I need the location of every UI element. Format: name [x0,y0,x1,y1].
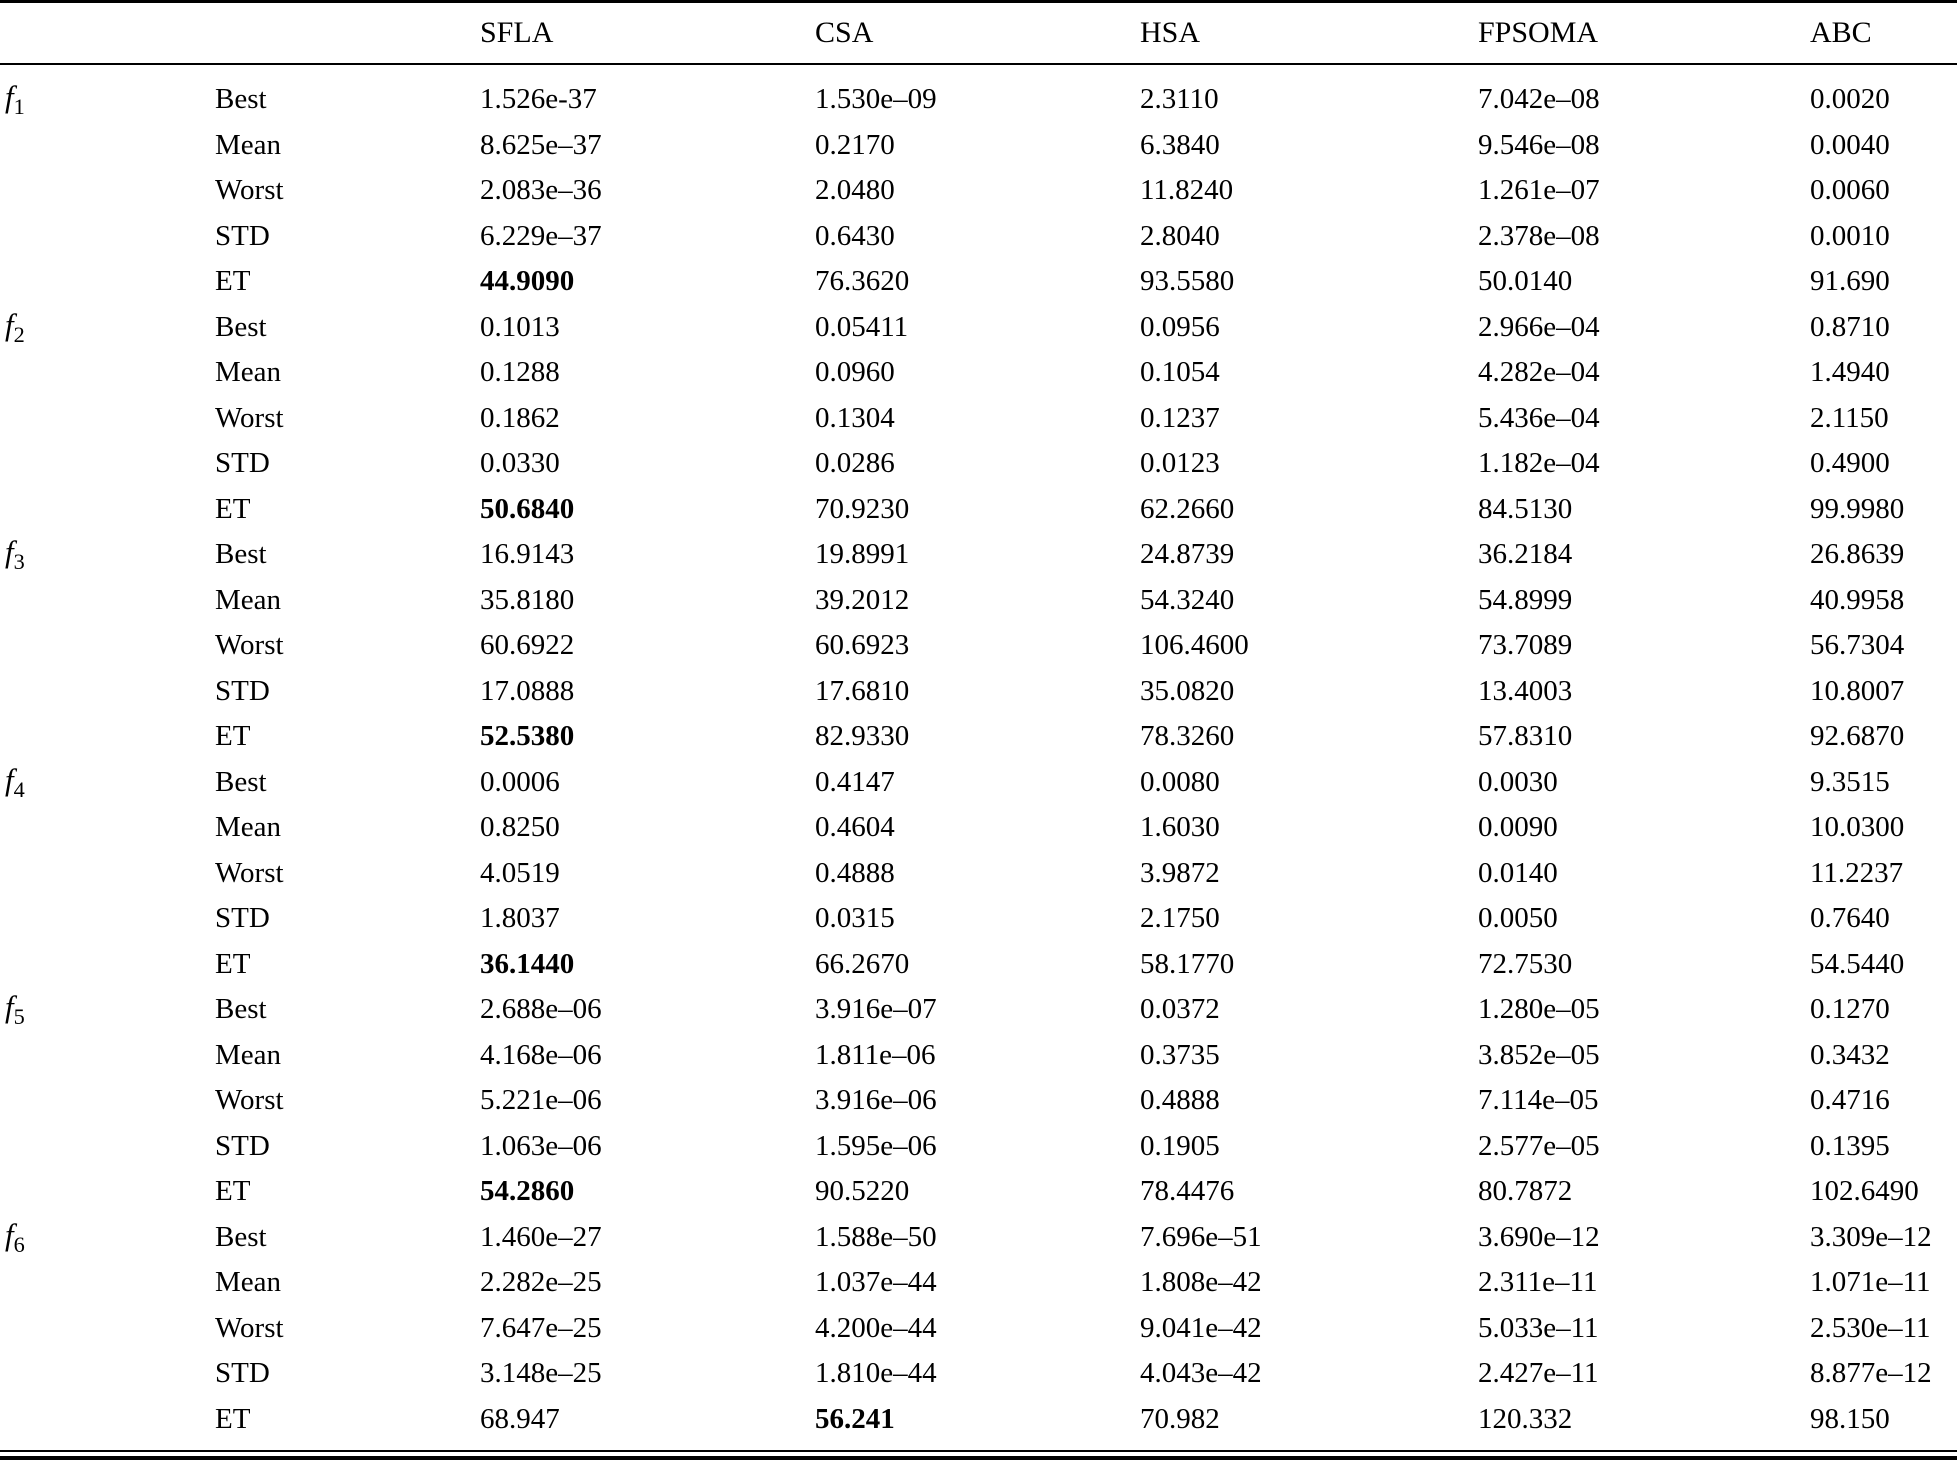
value-cell: 2.0480 [815,174,895,207]
metric-label: Worst [215,174,284,207]
value-cell: 2.688e–06 [480,993,602,1026]
value-cell: 58.1770 [1140,947,1235,980]
function-label: $f_2$ [5,306,25,347]
value-cell: 70.982 [1140,1402,1220,1435]
column-header-fpsoma: FPSOMA [1478,16,1599,49]
value-cell: 1.280e–05 [1478,993,1600,1026]
value-cell: 1.530e–09 [815,83,937,116]
value-cell: 0.3432 [1810,1038,1890,1071]
value-cell: 0.4888 [1140,1084,1220,1117]
value-cell: 36.1440 [480,947,575,980]
value-cell: 3.148e–25 [480,1357,602,1390]
table-row [0,851,1957,897]
value-cell: 11.2237 [1810,856,1904,889]
value-cell: 0.0020 [1810,83,1890,116]
metric-label: Best [215,993,267,1026]
value-cell: 7.042e–08 [1478,83,1600,116]
value-cell: 82.9330 [815,720,910,753]
value-cell: 3.690e–12 [1478,1220,1600,1253]
value-cell: 0.0040 [1810,128,1890,161]
value-cell: 0.1905 [1140,1129,1220,1162]
value-cell: 0.0956 [1140,310,1220,343]
value-cell: 0.4716 [1810,1084,1890,1117]
metric-label: STD [215,447,270,480]
value-cell: 2.282e–25 [480,1266,602,1299]
value-cell: 36.2184 [1478,538,1573,571]
value-cell: 0.0010 [1810,219,1890,252]
value-cell: 2.427e–11 [1478,1357,1599,1390]
value-cell: 56.7304 [1810,629,1905,662]
value-cell: 35.0820 [1140,674,1235,707]
value-cell: 54.3240 [1140,583,1235,616]
value-cell: 72.7530 [1478,947,1573,980]
value-cell: 50.0140 [1478,265,1573,298]
value-cell: 102.6490 [1810,1175,1919,1208]
value-cell: 7.114e–05 [1478,1084,1599,1117]
value-cell: 120.332 [1478,1402,1573,1435]
value-cell: 3.916e–07 [815,993,937,1026]
metric-label: ET [215,947,251,980]
metric-label: Worst [215,629,284,662]
function-label: $f_6$ [5,1216,25,1257]
value-cell: 1.261e–07 [1478,174,1600,207]
table-row [0,1351,1957,1397]
value-cell: 4.043e–42 [1140,1357,1262,1390]
value-cell: 9.3515 [1810,765,1890,798]
value-cell: 9.041e–42 [1140,1311,1262,1344]
value-cell: 5.436e–04 [1478,401,1600,434]
value-cell: 2.378e–08 [1478,219,1600,252]
value-cell: 70.9230 [815,492,910,525]
value-cell: 0.0050 [1478,902,1558,935]
value-cell: 1.588e–50 [815,1220,937,1253]
value-cell: 106.4600 [1140,629,1249,662]
value-cell: 0.0140 [1478,856,1558,889]
metric-label: Best [215,765,267,798]
value-cell: 1.071e–11 [1810,1266,1931,1299]
metric-label: Mean [215,583,282,616]
value-cell: 0.0960 [815,356,895,389]
value-cell: 3.9872 [1140,856,1220,889]
value-cell: 44.9090 [480,265,575,298]
value-cell: 17.6810 [815,674,910,707]
value-cell: 3.916e–06 [815,1084,937,1117]
table-row [0,1306,1957,1352]
metric-label: Best [215,1220,267,1253]
metric-label: STD [215,674,270,707]
value-cell: 4.200e–44 [815,1311,937,1344]
value-cell: 10.0300 [1810,811,1905,844]
table-row [0,760,1957,806]
table-row [0,714,1957,760]
metric-label: Mean [215,811,282,844]
metric-label: ET [215,265,251,298]
table-row [0,396,1957,442]
value-cell: 0.0006 [480,765,560,798]
value-cell: 1.595e–06 [815,1129,937,1162]
value-cell: 7.647e–25 [480,1311,602,1344]
value-cell: 1.182e–04 [1478,447,1600,480]
value-cell: 0.8710 [1810,310,1890,343]
metric-label: ET [215,492,251,525]
value-cell: 0.1862 [480,401,560,434]
value-cell: 1.808e–42 [1140,1266,1262,1299]
metric-label: Worst [215,1084,284,1117]
value-cell: 16.9143 [480,538,575,571]
metric-label: Mean [215,1266,282,1299]
value-cell: 2.3110 [1140,83,1219,116]
value-cell: 0.4888 [815,856,895,889]
table-row [0,896,1957,942]
metric-label: STD [215,902,270,935]
value-cell: 10.8007 [1810,674,1905,707]
value-cell: 1.460e–27 [480,1220,602,1253]
table-row [0,487,1957,533]
value-cell: 92.6870 [1810,720,1905,753]
value-cell: 52.5380 [480,720,575,753]
table-row [0,305,1957,351]
metric-label: Worst [215,856,284,889]
value-cell: 5.033e–11 [1478,1311,1599,1344]
table-row [0,1215,1957,1261]
table-header-row [0,3,1957,65]
metric-label: Best [215,83,267,116]
value-cell: 3.852e–05 [1478,1038,1600,1071]
value-cell: 0.1054 [1140,356,1220,389]
value-cell: 35.8180 [480,583,575,616]
value-cell: 6.229e–37 [480,219,602,252]
metric-label: ET [215,1402,251,1435]
value-cell: 54.2860 [480,1175,575,1208]
value-cell: 60.6923 [815,629,910,662]
value-cell: 1.526e-37 [480,83,597,116]
metric-label: Mean [215,128,282,161]
value-cell: 80.7872 [1478,1175,1573,1208]
table-row [0,77,1957,123]
value-cell: 57.8310 [1478,720,1573,753]
value-cell: 0.7640 [1810,902,1890,935]
value-cell: 3.309e–12 [1810,1220,1932,1253]
value-cell: 4.168e–06 [480,1038,602,1071]
value-cell: 93.5580 [1140,265,1235,298]
value-cell: 0.0030 [1478,765,1558,798]
value-cell: 8.877e–12 [1810,1357,1932,1390]
table-row [0,578,1957,624]
value-cell: 26.8639 [1810,538,1905,571]
table-row [0,1260,1957,1306]
value-cell: 0.6430 [815,219,895,252]
metric-label: ET [215,1175,251,1208]
function-label: $f_5$ [5,989,25,1030]
value-cell: 0.8250 [480,811,560,844]
metric-label: Mean [215,356,282,389]
table-row [0,987,1957,1033]
value-cell: 78.3260 [1140,720,1235,753]
value-cell: 6.3840 [1140,128,1220,161]
value-cell: 8.625e–37 [480,128,602,161]
value-cell: 19.8991 [815,538,910,571]
value-cell: 2.966e–04 [1478,310,1600,343]
metric-label: Mean [215,1038,282,1071]
value-cell: 54.8999 [1478,583,1573,616]
value-cell: 1.811e–06 [815,1038,936,1071]
value-cell: 0.0330 [480,447,560,480]
value-cell: 68.947 [480,1402,560,1435]
table-row [0,1033,1957,1079]
value-cell: 0.1270 [1810,993,1890,1026]
column-header-csa: CSA [815,16,874,49]
value-cell: 0.1304 [815,401,895,434]
table-row [0,1397,1957,1443]
value-cell: 5.221e–06 [480,1084,602,1117]
metric-label: Worst [215,1311,284,1344]
value-cell: 0.0060 [1810,174,1890,207]
value-cell: 73.7089 [1478,629,1573,662]
value-cell: 0.3735 [1140,1038,1220,1071]
value-cell: 0.0090 [1478,811,1558,844]
metric-label: STD [215,1129,270,1162]
value-cell: 1.810e–44 [815,1357,937,1390]
value-cell: 0.4900 [1810,447,1890,480]
value-cell: 2.083e–36 [480,174,602,207]
function-label: $f_4$ [5,761,25,802]
value-cell: 0.0286 [815,447,895,480]
table-row [0,1124,1957,1170]
table-row [0,623,1957,669]
value-cell: 1.063e–06 [480,1129,602,1162]
table-row [0,168,1957,214]
value-cell: 0.05411 [815,310,909,343]
value-cell: 1.6030 [1140,811,1220,844]
value-cell: 0.1288 [480,356,560,389]
value-cell: 0.1237 [1140,401,1220,434]
value-cell: 2.530e–11 [1810,1311,1931,1344]
value-cell: 1.8037 [480,902,560,935]
value-cell: 66.2670 [815,947,910,980]
value-cell: 99.9980 [1810,492,1905,525]
table-row [0,805,1957,851]
value-cell: 76.3620 [815,265,910,298]
column-header-hsa: HSA [1140,16,1201,49]
value-cell: 78.4476 [1140,1175,1235,1208]
value-cell: 40.9958 [1810,583,1905,616]
column-header-abc: ABC [1810,16,1872,49]
value-cell: 0.0123 [1140,447,1220,480]
value-cell: 60.6922 [480,629,575,662]
value-cell: 62.2660 [1140,492,1235,525]
value-cell: 7.696e–51 [1140,1220,1262,1253]
value-cell: 0.4147 [815,765,895,798]
value-cell: 1.037e–44 [815,1266,937,1299]
value-cell: 0.1395 [1810,1129,1890,1162]
value-cell: 39.2012 [815,583,910,616]
table-row [0,441,1957,487]
value-cell: 2.577e–05 [1478,1129,1600,1162]
value-cell: 24.8739 [1140,538,1235,571]
table-bottom-rule-thin [0,1450,1957,1452]
value-cell: 0.0372 [1140,993,1220,1026]
function-label: $f_3$ [5,534,25,575]
metric-label: STD [215,1357,270,1390]
value-cell: 0.0315 [815,902,895,935]
value-cell: 9.546e–08 [1478,128,1600,161]
metric-label: Best [215,538,267,571]
table-row [0,214,1957,260]
value-cell: 0.0080 [1140,765,1220,798]
value-cell: 4.0519 [480,856,560,889]
value-cell: 84.5130 [1478,492,1573,525]
function-label: $f_1$ [5,79,25,120]
value-cell: 0.4604 [815,811,895,844]
metric-label: Best [215,310,267,343]
value-cell: 50.6840 [480,492,575,525]
table-body [0,65,1957,1442]
value-cell: 4.282e–04 [1478,356,1600,389]
value-cell: 2.8040 [1140,219,1220,252]
value-cell: 2.1150 [1810,401,1889,434]
value-cell: 91.690 [1810,265,1890,298]
value-cell: 2.311e–11 [1478,1266,1598,1299]
value-cell: 0.2170 [815,128,895,161]
table-row [0,1169,1957,1215]
metric-label: ET [215,720,251,753]
table-row [0,350,1957,396]
value-cell: 90.5220 [815,1175,910,1208]
table-row [0,669,1957,715]
table-row [0,942,1957,988]
metric-label: STD [215,219,270,252]
table-row [0,123,1957,169]
value-cell: 98.150 [1810,1402,1890,1435]
value-cell: 11.8240 [1140,174,1234,207]
value-cell: 56.241 [815,1402,895,1435]
table-bottom-rule-thick [0,1456,1957,1460]
table-row [0,259,1957,305]
value-cell: 54.5440 [1810,947,1905,980]
metric-label: Worst [215,401,284,434]
value-cell: 13.4003 [1478,674,1573,707]
value-cell: 17.0888 [480,674,575,707]
table-row [0,532,1957,578]
value-cell: 2.1750 [1140,902,1220,935]
column-header-sfla: SFLA [480,16,554,49]
value-cell: 0.1013 [480,310,560,343]
table-row [0,1078,1957,1124]
value-cell: 1.4940 [1810,356,1890,389]
